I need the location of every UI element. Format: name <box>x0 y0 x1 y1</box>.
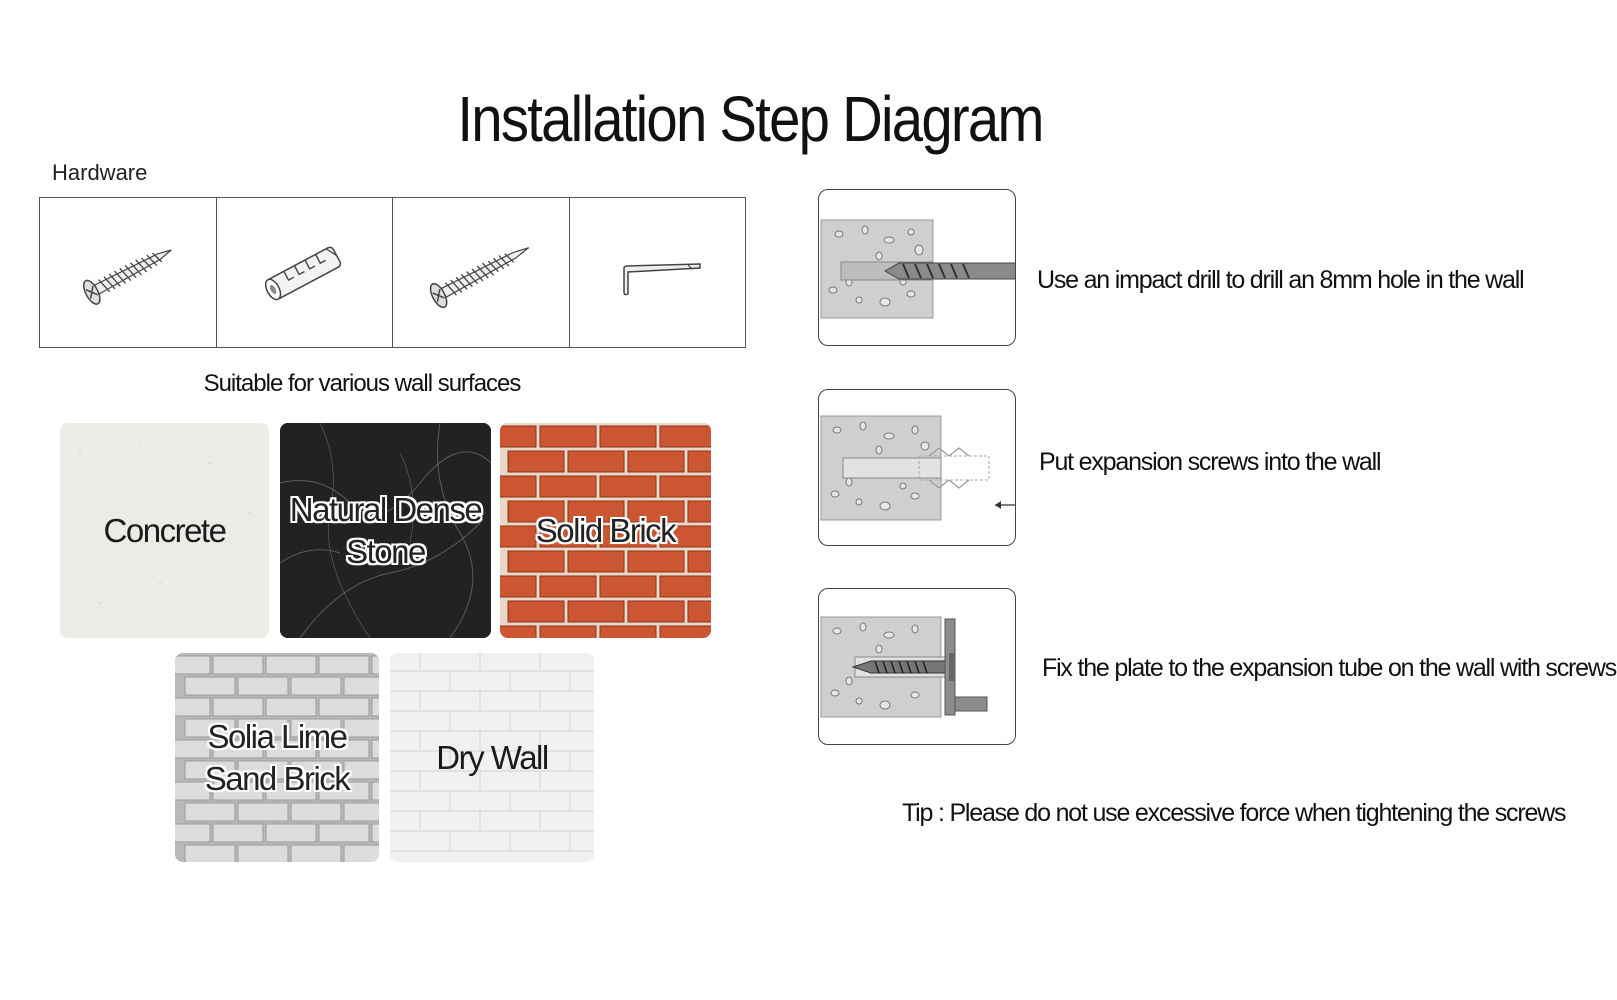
surface-tile-solia-lime-sand-brick <box>175 653 379 862</box>
hardware-cell <box>217 198 394 347</box>
surface-tile-dry-wall <box>390 653 594 862</box>
fix-plate-icon <box>819 589 1016 745</box>
hardware-cell <box>40 198 217 347</box>
surface-tile-natural-dense-stone <box>280 423 491 638</box>
hardware-label: Hardware <box>52 160 148 185</box>
step-2-text: Put expansion screws into the wall <box>1039 448 1381 476</box>
step-1-text: Use an impact drill to drill an 8mm hole in the wall <box>1037 266 1524 294</box>
surface-tile-solid-brick <box>500 423 711 638</box>
screw-icon <box>73 228 183 318</box>
hardware-table <box>39 197 746 348</box>
l-bracket-icon <box>602 228 712 318</box>
hardware-cell <box>570 198 746 347</box>
step-3-illustration <box>818 588 1016 745</box>
surface-label: Dry Wall <box>436 738 548 776</box>
expansion-anchor-icon <box>249 228 359 318</box>
surface-label: Solid Brick <box>535 511 676 549</box>
surfaces-label: Suitable for various wall surfaces <box>203 370 521 397</box>
page-title: Installation Step Diagram <box>457 83 1043 155</box>
drill-icon <box>819 190 1016 346</box>
screw-icon <box>421 228 541 318</box>
step-1-illustration <box>818 189 1016 346</box>
surface-tile-concrete <box>60 423 269 638</box>
hardware-cell <box>393 198 570 347</box>
step-2-illustration <box>818 389 1016 546</box>
step-3-text: Fix the plate to the expansion tube on the wall with screws <box>1042 654 1616 682</box>
surface-label: Natural Dense Stone <box>289 490 482 570</box>
expansion-screw-icon <box>819 390 1016 546</box>
surface-label: Concrete <box>103 511 226 549</box>
tip-text: Tip : Please do not use excessive force when tightening the screws <box>902 799 1566 827</box>
surface-label: Solia Lime Sand Brick <box>204 717 350 797</box>
